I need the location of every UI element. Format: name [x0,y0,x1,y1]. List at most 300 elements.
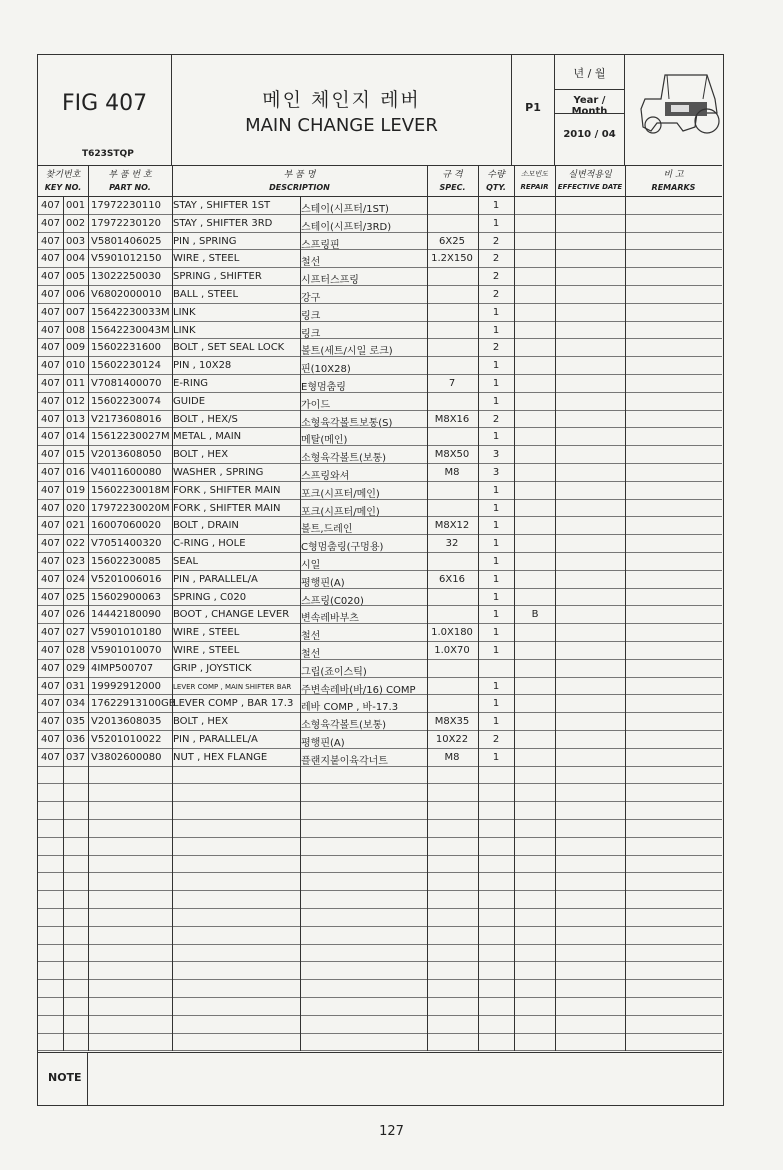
table-row [38,856,722,874]
page-code: P1 [525,101,541,114]
quantity-cell: 2 [492,271,500,283]
col-qty-en: QTY. [486,183,506,192]
spec-cell: 32 [445,538,459,550]
fig-number-cell: 407 [41,627,61,639]
description-cell: C-RING , HOLE [173,538,246,550]
quantity-cell: 1 [492,538,500,550]
key-number-cell: 026 [66,609,86,621]
col-spec [427,166,478,196]
col-rem-en: REMARKS [651,183,696,192]
spec-cell: 1.2X150 [431,253,473,265]
quantity-cell: 2 [492,235,500,247]
korean-name-cell: 시프터스프링 [301,275,359,287]
korean-name-cell: 소형육각볼트보통(S) [301,417,393,429]
table-row [38,535,722,553]
korean-name-cell: 메탈(메인) [301,435,348,447]
col-qty [478,166,514,196]
quantity-cell: 1 [492,645,500,656]
part-number-cell: 15602230085 [91,556,161,567]
korean-name-cell: 평행핀(A) [301,738,345,749]
part-number-cell: 15602900063 [91,591,161,603]
quantity-cell: 1 [492,573,500,585]
column-divider [625,165,626,1051]
table-row [38,233,722,251]
fig-number-cell: 407 [41,751,61,763]
col-key-en: KEY NO. [44,183,82,192]
table-row [38,571,722,589]
table-row [38,962,722,980]
column-divider [514,165,515,1051]
part-number-cell: 13022250030 [91,271,161,283]
quantity-cell: 2 [492,342,500,354]
part-number-cell: 4IMP500707 [91,662,154,674]
fig-number-cell: 407 [41,520,61,532]
fig-number: FIG 407 [62,91,148,116]
fig-number-cell: 407 [41,645,61,656]
table-row [38,749,722,767]
part-number-cell: 19992912000 [91,680,161,692]
table-row [38,660,722,678]
table-row [38,322,722,340]
spec-cell: 6X25 [439,235,465,247]
table-row [38,838,722,856]
fig-number-cell: 407 [41,538,61,550]
description-cell: METAL , MAIN [173,431,242,443]
key-number-cell: 020 [66,502,86,514]
table-row [38,998,722,1016]
korean-name-cell: 가이드 [301,399,330,411]
quantity-cell: 1 [492,627,500,639]
spec-cell: 1.0X180 [431,627,473,639]
description-cell: PIN , PARALLEL/A [173,573,258,585]
fig-number-cell: 407 [41,734,61,745]
table-row [38,695,722,713]
column-header-row [38,165,722,197]
column-divider [63,197,64,1051]
korean-name-cell: 핀(10X28) [301,364,351,376]
key-number-cell: 014 [66,431,86,443]
key-number-cell: 007 [66,306,86,318]
title-cell [172,55,512,165]
quantity-cell: 2 [492,253,500,265]
spec-cell: 1.0X70 [434,645,470,656]
quantity-cell: 1 [492,484,500,496]
part-number-cell: V2013608050 [91,449,162,461]
fig-number-cell: 407 [41,342,61,354]
quantity-cell: 1 [492,306,500,318]
description-cell: BOLT , SET SEAL LOCK [173,342,285,354]
fig-number-cell: 407 [41,324,61,336]
part-number-cell: V2013608035 [91,716,162,728]
quantity-cell: 1 [492,360,500,372]
key-number-cell: 035 [66,716,86,728]
key-number-cell: 001 [66,200,86,211]
quantity-cell: 1 [492,395,500,407]
part-number-cell: 17622913100GB [91,698,176,710]
col-part-ko: 부 품 번 호 [108,170,152,180]
table-row [38,393,722,411]
note-label: NOTE [48,1071,82,1084]
key-number-cell: 034 [66,698,86,710]
fig-number-cell: 407 [41,484,61,496]
part-number-cell: 15602230124 [91,360,161,372]
description-cell: WIRE , STEEL [173,645,240,656]
part-number-cell: V2173608016 [91,413,162,425]
quantity-cell: 1 [492,698,500,710]
page-cell [512,55,555,165]
key-number-cell: 022 [66,538,86,550]
table-row [38,642,722,660]
key-number-cell: 037 [66,751,86,763]
table-row [38,286,722,304]
part-number-cell: 15602231600 [91,342,161,354]
table-row [38,339,722,357]
table-row [38,873,722,891]
key-number-cell: 002 [66,217,86,229]
quantity-cell: 2 [492,289,500,300]
description-cell: WIRE , STEEL [173,627,240,639]
key-number-cell: 012 [66,395,86,407]
table-row [38,446,722,464]
part-number-cell: 15642230033M [91,306,170,318]
table-row [38,482,722,500]
note-box [38,1052,722,1104]
description-cell: PIN , PARALLEL/A [173,734,258,745]
part-number-cell: V4011600080 [91,467,162,478]
fig-number-cell: 407 [41,609,61,621]
description-cell: WASHER , SPRING [173,467,264,478]
part-number-cell: V5901010180 [91,627,162,639]
part-number-cell: V7081400070 [91,378,162,389]
key-number-cell: 024 [66,573,86,585]
key-number-cell: 019 [66,484,86,496]
col-part-en: PART NO. [109,183,151,192]
key-number-cell: 029 [66,662,86,674]
description-cell: LEVER COMP , BAR 17.3 [173,698,294,710]
description-cell: FORK , SHIFTER MAIN [173,502,281,514]
table-row [38,589,722,607]
col-remarks [625,166,722,196]
table-row [38,411,722,429]
key-number-cell: 027 [66,627,86,639]
korean-name-cell: 스프링와셔 [301,471,350,482]
col-spec-ko: 규 격 [442,170,463,180]
description-cell: GUIDE [173,395,206,407]
table-row [38,357,722,375]
quantity-cell: 2 [492,734,500,745]
description-cell: PIN , SPRING [173,235,237,247]
column-divider [172,165,173,1051]
fig-number-cell: 407 [41,217,61,229]
quantity-cell: 1 [492,556,500,567]
fig-number-cell: 407 [41,556,61,567]
part-number-cell: 17972230110 [91,200,161,211]
quantity-cell: 1 [492,680,500,692]
key-number-cell: 016 [66,467,86,478]
korean-name-cell: 스테이(시프터/3RD) [301,221,392,233]
quantity-cell: 1 [492,217,500,229]
table-row [38,820,722,838]
part-number-cell: 16007060020 [91,520,161,532]
col-repair [514,166,555,196]
table-row [38,375,722,393]
description-cell: FORK , SHIFTER MAIN [173,484,281,496]
column-divider [427,165,428,1051]
key-number-cell: 031 [66,680,86,692]
description-cell: STAY , SHIFTER 3RD [173,217,273,229]
fig-number-cell: 407 [41,662,61,674]
key-number-cell: 011 [66,378,86,389]
part-number-cell: V5201010022 [91,734,162,745]
description-cell: BOLT , HEX [173,449,229,461]
table-row [38,767,722,785]
korean-name-cell: 플랜지붙이육각너트 [301,755,388,767]
korean-name-cell: 평행핀(A) [301,577,345,589]
spec-cell: 6X16 [439,573,465,585]
description-cell: BALL , STEEL [173,289,239,300]
description-cell: STAY , SHIFTER 1ST [173,200,271,211]
key-number-cell: 003 [66,235,86,247]
korean-name-cell: 링크 [301,310,321,322]
table-row [38,553,722,571]
description-cell: PIN , 10X28 [173,360,232,372]
fig-number-cell: 407 [41,413,61,425]
part-number-cell: 14442180090 [91,609,161,621]
key-number-cell: 008 [66,324,86,336]
korean-name-cell: 스프링(C020) [301,595,364,607]
key-number-cell: 015 [66,449,86,461]
table-row [38,197,722,215]
fig-number-cell: 407 [41,200,61,211]
key-number-cell: 005 [66,271,86,283]
year-month-ko: 년 / 월 [573,67,606,80]
table-row [38,980,722,998]
spec-cell: M8X50 [434,449,470,461]
fig-number-cell: 407 [41,271,61,283]
col-desc-en: DESCRIPTION [269,183,330,192]
quantity-cell: 1 [492,200,500,211]
quantity-cell: 1 [492,502,500,514]
column-divider [88,165,89,1051]
spec-cell: M8X12 [434,520,470,532]
part-number-cell: 17972230020M [91,502,170,514]
col-eff-ko: 실변적용일 [568,170,612,180]
key-number-cell: 036 [66,734,86,745]
key-number-cell: 004 [66,253,86,265]
issue-date: 2010 / 04 [563,129,616,140]
quantity-cell: 1 [492,716,500,728]
key-number-cell: 013 [66,413,86,425]
col-qty-ko: 수량 [487,170,505,180]
korean-name-cell: C형멈춤링(구멍용) [301,542,384,554]
spec-cell: M8 [444,751,460,763]
quantity-cell: 1 [492,609,500,621]
quantity-cell: 2 [492,413,500,425]
col-key-ko: 찾기번호 [45,170,81,180]
table-row [38,713,722,731]
col-spec-en: SPEC. [439,183,466,192]
spec-cell: 7 [448,378,456,389]
fig-number-cell: 407 [41,235,61,247]
table-row [38,606,722,624]
table-row [38,500,722,518]
description-cell: BOOT , CHANGE LEVER [173,609,290,621]
table-row [38,909,722,927]
col-desc-ko: 부 품 명 [283,170,316,180]
parts-sheet [37,54,724,1106]
table-row [38,304,722,322]
col-description [172,166,427,196]
divider [555,113,624,114]
col-effective [555,166,625,196]
quantity-cell: 1 [492,378,500,389]
column-divider [478,165,479,1051]
fig-number-cell: 407 [41,467,61,478]
col-repair-en: REPAIR [520,183,549,191]
part-number-cell: V5901010070 [91,645,162,656]
key-number-cell: 009 [66,342,86,354]
description-cell: BOLT , HEX [173,716,229,728]
column-divider [300,197,301,1051]
title-korean: 메인 체인지 레버 [262,89,421,111]
spec-cell: 10X22 [435,734,469,745]
column-divider [555,165,556,1051]
fig-number-cell: 407 [41,698,61,710]
fig-number-cell: 407 [41,253,61,265]
quantity-cell: 1 [492,431,500,443]
table-row [38,250,722,268]
part-number-cell: V5901012150 [91,253,162,265]
korean-name-cell: 변속레바부츠 [301,613,359,625]
image-cell [625,55,722,165]
korean-name-cell: 소형육각볼트(보통) [301,453,387,465]
part-number-cell: 15602230074 [91,395,161,407]
description-cell: WIRE , STEEL [173,253,240,265]
divider [555,89,624,90]
date-cell [555,55,625,165]
quantity-cell: 1 [492,751,500,763]
quantity-cell: 1 [492,324,500,336]
korean-name-cell: 스프링핀 [301,239,340,251]
korean-name-cell: 그립(죠이스틱) [301,666,367,678]
description-cell: LEVER COMP , MAIN SHIFTER BAR [173,682,292,691]
korean-name-cell: 강구 [301,293,321,304]
part-number-cell: V3802600080 [91,751,162,763]
fig-number-cell: 407 [41,306,61,318]
description-cell: NUT , HEX FLANGE [173,751,268,763]
page-number: 127 [379,1124,404,1139]
table-row [38,678,722,696]
table-row [38,731,722,749]
korean-name-cell: 소형육각볼트(보통) [301,720,387,732]
table-row [38,624,722,642]
description-cell: BOLT , DRAIN [173,520,239,532]
part-number-cell: V6802000010 [91,289,162,300]
description-cell: GRIP , JOYSTICK [173,662,252,674]
fig-number-cell: 407 [41,716,61,728]
table-row [38,464,722,482]
korean-name-cell: 철선 [301,257,321,269]
spec-cell: M8X35 [434,716,470,728]
fig-number-cell: 407 [41,378,61,389]
fig-number-cell: 407 [41,573,61,585]
korean-name-cell: 스테이(시프터/1ST) [301,204,389,215]
fig-cell [38,55,172,165]
table-row [38,945,722,963]
spec-cell: M8X16 [434,413,470,425]
fig-number-cell: 407 [41,431,61,443]
korean-name-cell: 철선 [301,631,321,643]
korean-name-cell: 레바 COMP , 바-17.3 [301,702,399,714]
table-row [38,1034,722,1052]
description-cell: E-RING [173,378,209,389]
part-number-cell: V5801406025 [91,235,162,247]
description-cell: BOLT , HEX/S [173,413,238,425]
quantity-cell: 3 [492,467,500,478]
table-row [38,784,722,802]
korean-name-cell: 시일 [301,560,321,571]
table-row [38,215,722,233]
table-row [38,517,722,535]
description-cell: SEAL [173,556,199,567]
korean-name-cell: 볼트(세트/시일 로크) [301,346,393,358]
quantity-cell: 1 [492,591,500,603]
col-rem-ko: 비 고 [663,170,684,180]
description-cell: LINK [173,324,196,336]
spec-cell: M8 [444,467,460,478]
korean-name-cell: 주변속레바(바/16) COMP [301,684,416,696]
title-english: MAIN CHANGE LEVER [245,115,438,136]
note-label-cell [38,1053,88,1105]
key-number-cell: 006 [66,289,86,300]
description-cell: LINK [173,306,196,318]
korean-name-cell: 볼트,드레인 [301,524,353,536]
key-number-cell: 010 [66,360,86,372]
part-number-cell: V7051400320 [91,538,162,550]
fig-number-cell: 407 [41,680,61,692]
table-row [38,927,722,945]
tractor-icon [637,69,721,139]
description-cell: SPRING , C020 [173,591,247,603]
col-part [88,166,172,196]
fig-number-cell: 407 [41,289,61,300]
col-eff-en: EFFECTIVE DATE [557,183,623,191]
quantity-cell: 3 [492,449,500,461]
part-number-cell: 15642230043M [91,324,170,336]
fig-number-cell: 407 [41,502,61,514]
table-row [38,268,722,286]
part-number-cell: 15602230018M [91,484,170,496]
korean-name-cell: 포크(시프터/메인) [301,488,380,500]
part-number-cell: 17972230120 [91,217,161,229]
part-number-cell: 15612230027M [91,431,170,443]
korean-name-cell: E형멈춤링 [301,382,346,393]
repair-cell: B [531,609,539,621]
fig-number-cell: 407 [41,395,61,407]
fig-number-cell: 407 [41,591,61,603]
part-number-cell: V5201006016 [91,573,162,585]
key-number-cell: 023 [66,556,86,567]
year-month-en: Year / Month [571,95,608,117]
korean-name-cell: 철선 [301,649,321,660]
col-key [38,166,88,196]
korean-name-cell: 링크 [301,328,321,340]
key-number-cell: 025 [66,591,86,603]
fig-number-cell: 407 [41,360,61,372]
table-row [38,802,722,820]
sheet-header [38,55,722,165]
table-row [38,428,722,446]
